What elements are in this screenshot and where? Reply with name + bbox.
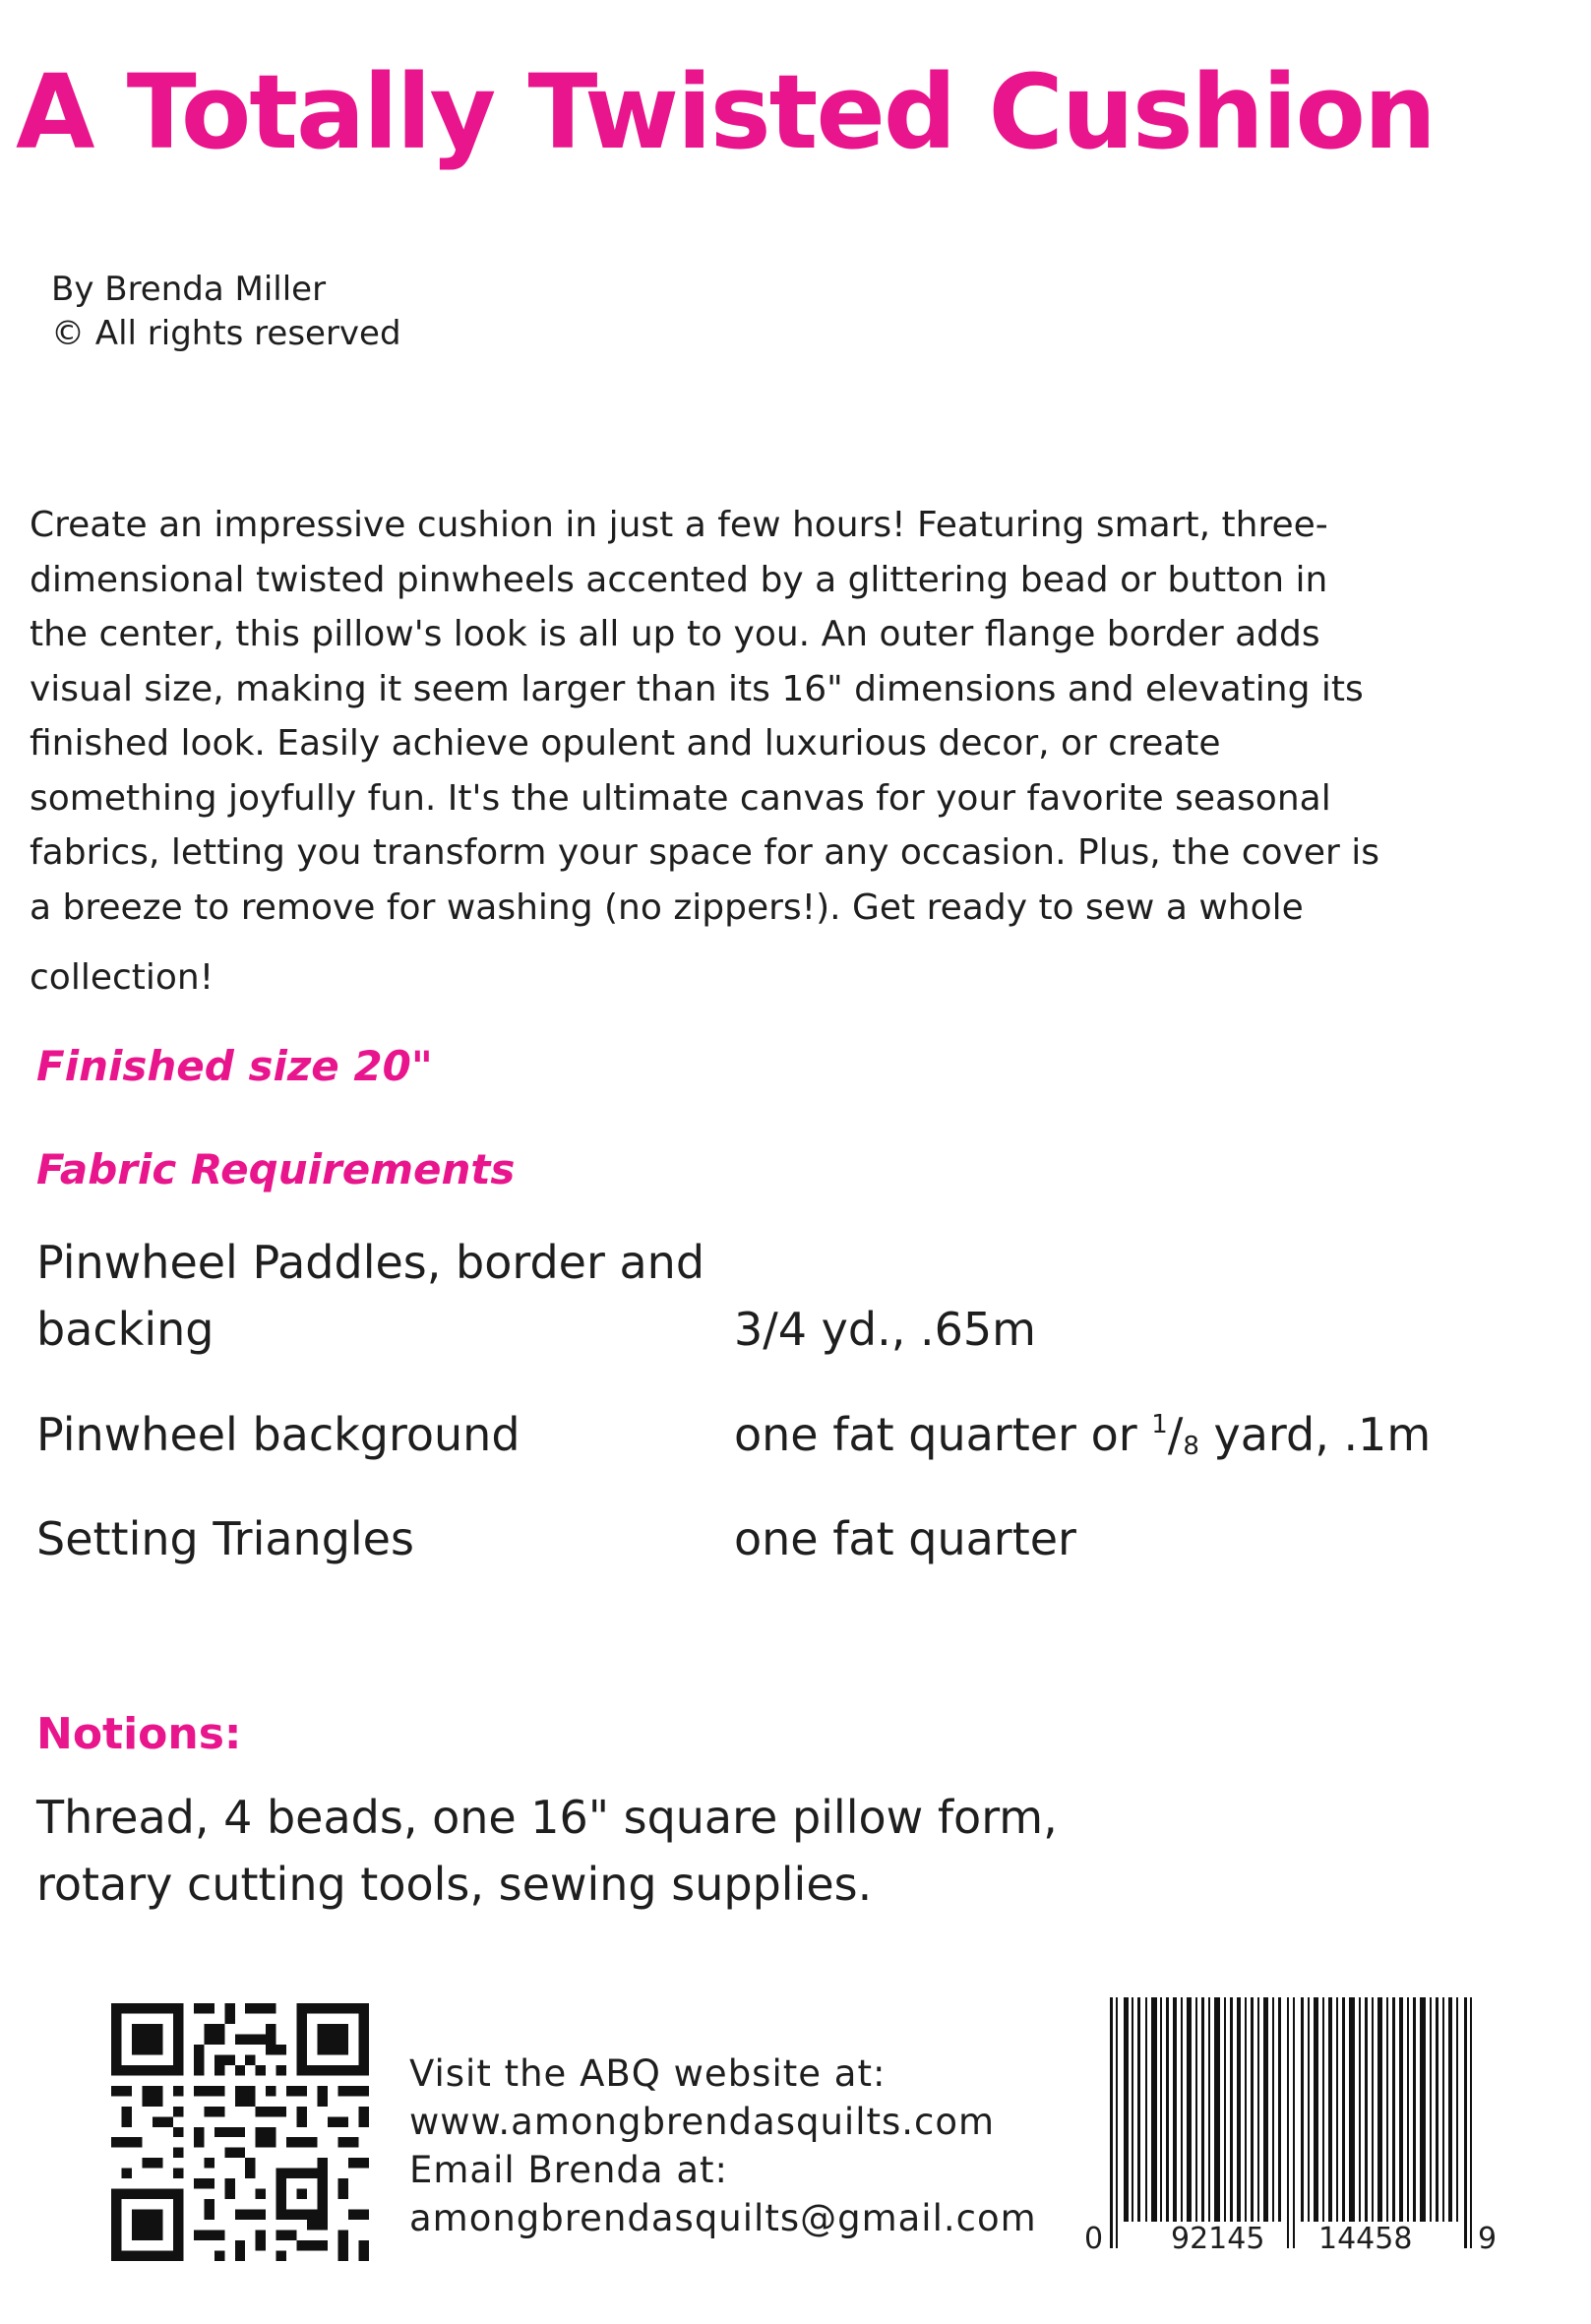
value-prefix: one fat quarter or — [734, 1408, 1152, 1461]
copyright-notice: © All rights reserved — [51, 314, 401, 353]
website-label: Visit the ABQ website at: — [409, 2052, 887, 2095]
notions-heading: Notions: — [36, 1709, 242, 1759]
description-line: collection! — [30, 957, 214, 998]
qr-code[interactable] — [111, 2003, 369, 2261]
barcode-digit-group: 92145 — [1171, 2222, 1265, 2256]
description-line: Create an impressive cushion in just a few hours! Featuring smart, three- — [30, 505, 1328, 545]
notions-line: rotary cutting tools, sewing supplies. — [36, 1858, 873, 1911]
description-line: something joyfully fun. It's the ultimate canvas for your favorite seasonal — [30, 777, 1331, 819]
fraction-denominator: 8 — [1183, 1432, 1199, 1461]
finished-size-heading: Finished size 20" — [36, 1042, 433, 1090]
value-suffix: yard, .1m — [1198, 1408, 1432, 1461]
description-line: fabrics, letting you transform your space for any occasion. Plus, the cover is — [30, 832, 1379, 873]
email-address[interactable]: amongbrendasquilts@gmail.com — [409, 2197, 1037, 2239]
description-line: a breeze to remove for washing (no zippers!). Get ready to sew a whole — [30, 887, 1304, 928]
barcode-digit: 9 — [1478, 2222, 1498, 2256]
fraction-numerator: 1 — [1151, 1410, 1168, 1439]
author-credit: By Brenda Miller — [51, 270, 327, 309]
requirement-value-paddles: 3/4 yd., .65m — [734, 1303, 1036, 1356]
barcode — [1080, 1997, 1513, 2273]
fabric-requirements-heading: Fabric Requirements — [36, 1145, 516, 1193]
requirement-label-triangles: Setting Triangles — [36, 1512, 414, 1565]
requirement-value-triangles: one fat quarter — [734, 1512, 1076, 1565]
fraction-slash: / — [1167, 1408, 1184, 1461]
description-line: finished look. Easily achieve opulent and luxurious decor, or create — [30, 723, 1221, 764]
description-line: dimensional twisted pinwheels accented by a glittering bead or button in — [30, 559, 1328, 600]
page-title: A Totally Twisted Cushion — [16, 52, 1435, 172]
email-label: Email Brenda at: — [409, 2149, 728, 2191]
requirement-label-line: Pinwheel Paddles, border and — [36, 1236, 705, 1289]
requirement-label-line: backing — [36, 1303, 214, 1356]
website-url[interactable]: www.amongbrendasquilts.com — [409, 2101, 996, 2143]
notions-line: Thread, 4 beads, one 16" square pillow form, — [36, 1791, 1058, 1844]
notions-list — [36, 1784, 1058, 1918]
requirement-label-background: Pinwheel background — [36, 1408, 520, 1461]
barcode-digit: 0 — [1084, 2222, 1104, 2256]
contact-info — [409, 2049, 1037, 2242]
description-line: visual size, making it seem larger than its 16" dimensions and elevating its — [30, 668, 1364, 709]
description-paragraph — [30, 498, 1505, 1006]
requirement-value-background — [734, 1401, 1431, 1468]
byline — [51, 268, 401, 356]
barcode-digit-group: 14458 — [1318, 2222, 1413, 2256]
barcode-bars — [1110, 1997, 1472, 2248]
requirement-label-paddles — [36, 1229, 704, 1363]
description-line: the center, this pillow's look is all up to you. An outer flange border adds — [30, 614, 1320, 654]
